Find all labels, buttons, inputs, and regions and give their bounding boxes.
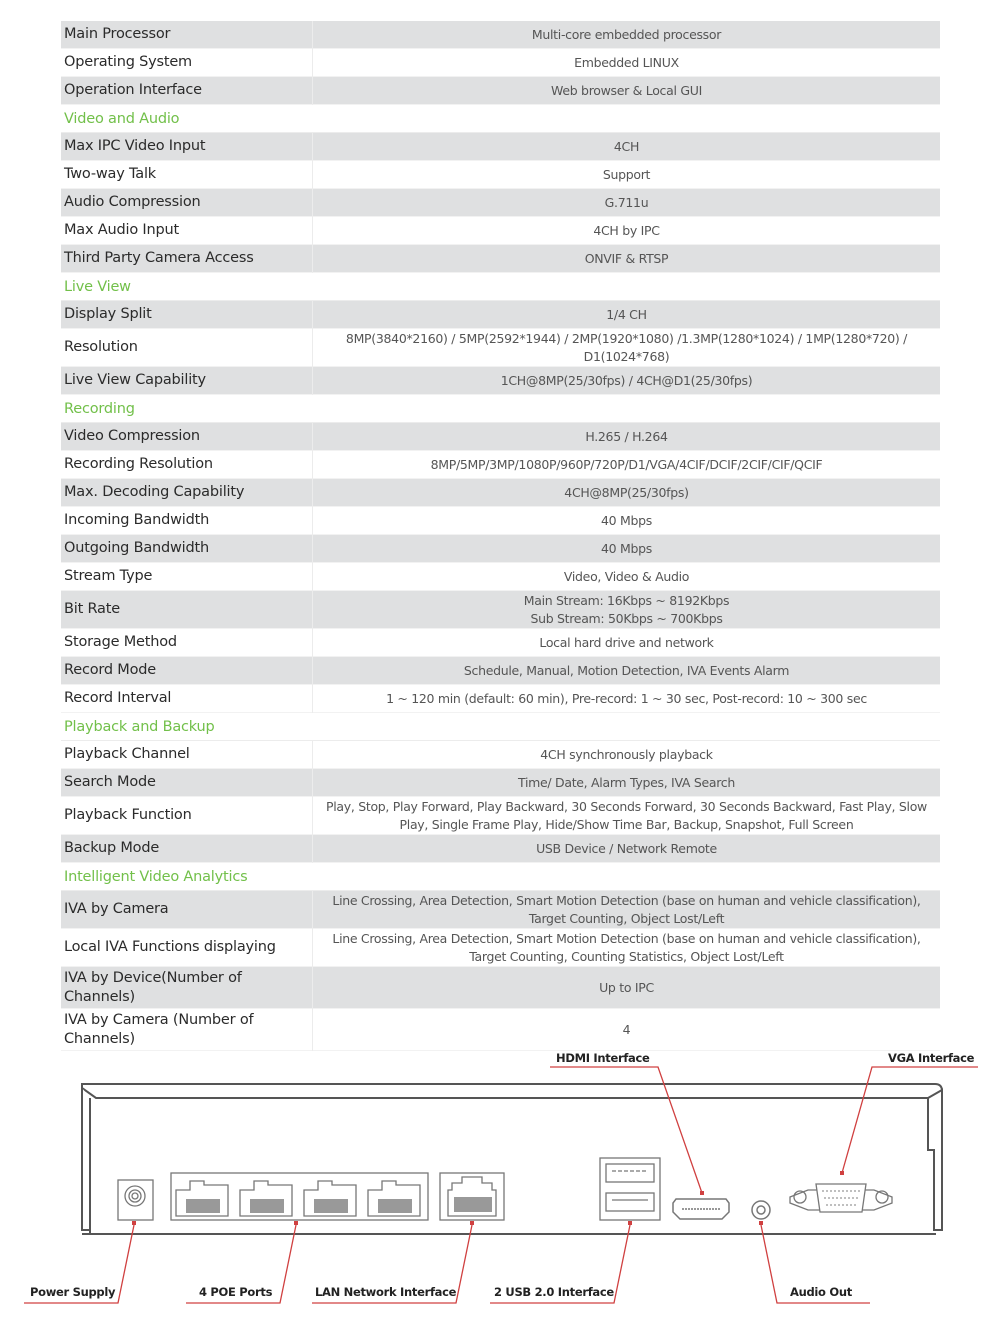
spec-value xyxy=(313,77,941,105)
spec-value-line: Web browser & Local GUI xyxy=(551,82,702,98)
hdmi-port-icon xyxy=(673,1199,729,1219)
spec-value-line: 4CH synchronously playback xyxy=(540,746,713,762)
vga-port-icon xyxy=(790,1184,892,1212)
spec-value xyxy=(313,967,941,1009)
callout-power-supply: Power Supply xyxy=(30,1285,116,1299)
spec-value-line: D1(1024*768) xyxy=(583,348,670,364)
spec-value xyxy=(313,685,941,713)
spec-label: Main Processor xyxy=(61,21,313,49)
spec-value xyxy=(313,929,941,967)
spec-value xyxy=(313,423,941,451)
spec-row xyxy=(61,535,940,563)
spec-label: Incoming Bandwidth xyxy=(61,507,313,535)
spec-row xyxy=(61,591,940,629)
spec-value xyxy=(313,479,941,507)
spec-value xyxy=(313,835,941,863)
spec-value-line: 1 ~ 120 min (default: 60 min), Pre-record: 1 ~ 30 sec, Post-record: 10 ~ 300 sec xyxy=(386,690,867,706)
spec-label: Operating System xyxy=(61,49,313,77)
spec-row xyxy=(61,77,940,105)
spec-label: Record Mode xyxy=(61,657,313,685)
spec-value xyxy=(313,657,941,685)
spec-row xyxy=(61,49,940,77)
spec-row xyxy=(61,21,940,49)
spec-row xyxy=(61,685,940,713)
spec-label: Bit Rate xyxy=(61,591,313,629)
spec-value-line: Multi-core embedded processor xyxy=(531,26,722,42)
spec-label: Operation Interface xyxy=(61,77,313,105)
spec-label: IVA by Camera (Number of Channels) xyxy=(61,1009,313,1051)
spec-value-line: Embedded LINUX xyxy=(574,54,679,70)
spec-label: Outgoing Bandwidth xyxy=(61,535,313,563)
spec-label: IVA by Device(Number of Channels) xyxy=(61,967,313,1009)
section-heading-row xyxy=(61,395,940,423)
spec-value-line: G.711u xyxy=(604,194,649,210)
spec-label: Audio Compression xyxy=(61,189,313,217)
spec-row xyxy=(61,245,940,273)
spec-label: Video Compression xyxy=(61,423,313,451)
spec-value xyxy=(313,329,941,367)
spec-row xyxy=(61,301,940,329)
spec-row xyxy=(61,657,940,685)
spec-row xyxy=(61,189,940,217)
poe-port-contacts xyxy=(314,1199,348,1213)
spec-value-line: 4CH by IPC xyxy=(593,222,660,238)
section-heading: Live View xyxy=(61,273,940,301)
spec-value xyxy=(313,133,941,161)
spec-label: Two-way Talk xyxy=(61,161,313,189)
callout-lan-interface: LAN Network Interface xyxy=(315,1285,457,1299)
audio-jack-icon xyxy=(752,1201,770,1219)
spec-value-line: 4CH@8MP(25/30fps) xyxy=(564,484,689,500)
spec-label: Search Mode xyxy=(61,769,313,797)
spec-value xyxy=(313,49,941,77)
spec-label: Max IPC Video Input xyxy=(61,133,313,161)
spec-label: Backup Mode xyxy=(61,835,313,863)
spec-value xyxy=(313,217,941,245)
spec-value xyxy=(313,535,941,563)
spec-label: Third Party Camera Access xyxy=(61,245,313,273)
spec-label: Display Split xyxy=(61,301,313,329)
spec-value-line: 4 xyxy=(622,1021,631,1037)
spec-row xyxy=(61,161,940,189)
spec-value xyxy=(313,189,941,217)
spec-label: Local IVA Functions displaying xyxy=(61,929,313,967)
spec-value-line: Time/ Date, Alarm Types, IVA Search xyxy=(518,774,735,790)
spec-value-line: Local hard drive and network xyxy=(539,634,714,650)
callout-vga-interface: VGA Interface xyxy=(888,1051,975,1065)
spec-label: Storage Method xyxy=(61,629,313,657)
spec-value xyxy=(313,891,941,929)
spec-label: Max Audio Input xyxy=(61,217,313,245)
spec-row xyxy=(61,329,940,367)
spec-row xyxy=(61,217,940,245)
callout-usb-interface: 2 USB 2.0 Interface xyxy=(494,1285,614,1299)
spec-value xyxy=(313,629,941,657)
spec-value xyxy=(313,741,941,769)
spec-label: Resolution xyxy=(61,329,313,367)
spec-value xyxy=(313,769,941,797)
spec-value-line: Up to IPC xyxy=(599,979,654,995)
spec-row xyxy=(61,769,940,797)
spec-value-line: Video, Video & Audio xyxy=(563,568,690,584)
spec-value xyxy=(313,21,941,49)
spec-value-line: 1/4 CH xyxy=(606,306,647,322)
spec-value xyxy=(313,563,941,591)
spec-value xyxy=(313,797,941,835)
spec-value xyxy=(313,245,941,273)
spec-label: Playback Function xyxy=(61,797,313,835)
spec-value-line: Play, Single Frame Play, Hide/Show Time Bar, Backup, Snapshot, Full Screen xyxy=(399,816,854,832)
callout-hdmi-interface: HDMI Interface xyxy=(556,1051,650,1065)
spec-label: Live View Capability xyxy=(61,367,313,395)
rear-panel-diagram xyxy=(0,1040,1000,1332)
spec-label: Record Interval xyxy=(61,685,313,713)
spec-value-line: Target Counting, Object Lost/Left xyxy=(528,910,725,926)
spec-row xyxy=(61,479,940,507)
section-heading: Recording xyxy=(61,395,940,423)
spec-value xyxy=(313,301,941,329)
spec-value-line: Sub Stream: 50Kbps ~ 700Kbps xyxy=(530,610,723,626)
power-jack-icon xyxy=(118,1180,153,1220)
spec-row xyxy=(61,891,940,929)
spec-row xyxy=(61,563,940,591)
spec-table-body xyxy=(61,21,940,1051)
spec-row xyxy=(61,629,940,657)
poe-port-contacts xyxy=(186,1199,220,1213)
spec-value xyxy=(313,591,941,629)
section-heading: Playback and Backup xyxy=(61,713,940,741)
spec-value-line: 40 Mbps xyxy=(601,512,652,528)
spec-value-line: Line Crossing, Area Detection, Smart Motion Detection (base on human and vehicle classification), xyxy=(332,892,921,908)
spec-row xyxy=(61,835,940,863)
spec-row xyxy=(61,507,940,535)
spec-value-line: Support xyxy=(602,166,651,182)
spec-value-line: 8MP/5MP/3MP/1080P/960P/720P/D1/VGA/4CIF/DCIF/2CIF/CIF/QCIF xyxy=(430,456,823,472)
spec-label: Max. Decoding Capability xyxy=(61,479,313,507)
spec-table xyxy=(61,21,940,1051)
spec-row xyxy=(61,797,940,835)
section-heading-row xyxy=(61,863,940,891)
spec-value-line: 8MP(3840*2160) / 5MP(2592*1944) / 2MP(1920*1080) /1.3MP(1280*1024) / 1MP(1280*720) / xyxy=(345,330,908,346)
spec-row xyxy=(61,929,940,967)
spec-label: Stream Type xyxy=(61,563,313,591)
callout-poe-ports: 4 POE Ports xyxy=(199,1285,273,1299)
spec-value xyxy=(313,451,941,479)
spec-value xyxy=(313,367,941,395)
spec-row xyxy=(61,423,940,451)
spec-value-line: USB Device / Network Remote xyxy=(536,840,717,856)
section-heading-row xyxy=(61,713,940,741)
section-heading: Intelligent Video Analytics xyxy=(61,863,940,891)
poe-ports-icon xyxy=(171,1173,428,1220)
callout-audio-out: Audio Out xyxy=(790,1285,852,1299)
spec-label: Recording Resolution xyxy=(61,451,313,479)
spec-row xyxy=(61,967,940,1009)
spec-row xyxy=(61,133,940,161)
spec-label: IVA by Camera xyxy=(61,891,313,929)
lan-port-icon xyxy=(440,1173,504,1220)
spec-label: Playback Channel xyxy=(61,741,313,769)
spec-value-line: Target Counting, Counting Statistics, Object Lost/Left xyxy=(469,948,784,964)
spec-value-line: Play, Stop, Play Forward, Play Backward, 30 Seconds Forward, 30 Seconds Backward, Fast Play, Slow xyxy=(326,798,927,814)
spec-value-line: H.265 / H.264 xyxy=(585,428,668,444)
spec-value-line: 1CH@8MP(25/30fps) / 4CH@D1(25/30fps) xyxy=(500,372,753,388)
spec-value-line: Main Stream: 16Kbps ~ 8192Kbps xyxy=(523,592,730,608)
spec-value-line: Line Crossing, Area Detection, Smart Motion Detection (base on human and vehicle classification), xyxy=(332,930,921,946)
spec-value xyxy=(313,507,941,535)
usb-ports-icon xyxy=(600,1158,660,1220)
spec-row xyxy=(61,451,940,479)
spec-value-line: 40 Mbps xyxy=(601,540,652,556)
spec-row xyxy=(61,367,940,395)
spec-value-line: ONVIF & RTSP xyxy=(584,250,669,266)
poe-port-contacts xyxy=(250,1199,284,1213)
spec-value-line: 4CH xyxy=(613,138,640,154)
spec-value-line: Schedule, Manual, Motion Detection, IVA Events Alarm xyxy=(463,662,790,678)
section-heading-row xyxy=(61,273,940,301)
section-heading-row xyxy=(61,105,940,133)
spec-row xyxy=(61,741,940,769)
section-heading: Video and Audio xyxy=(61,105,940,133)
spec-value xyxy=(313,161,941,189)
poe-port-contacts xyxy=(378,1199,412,1213)
